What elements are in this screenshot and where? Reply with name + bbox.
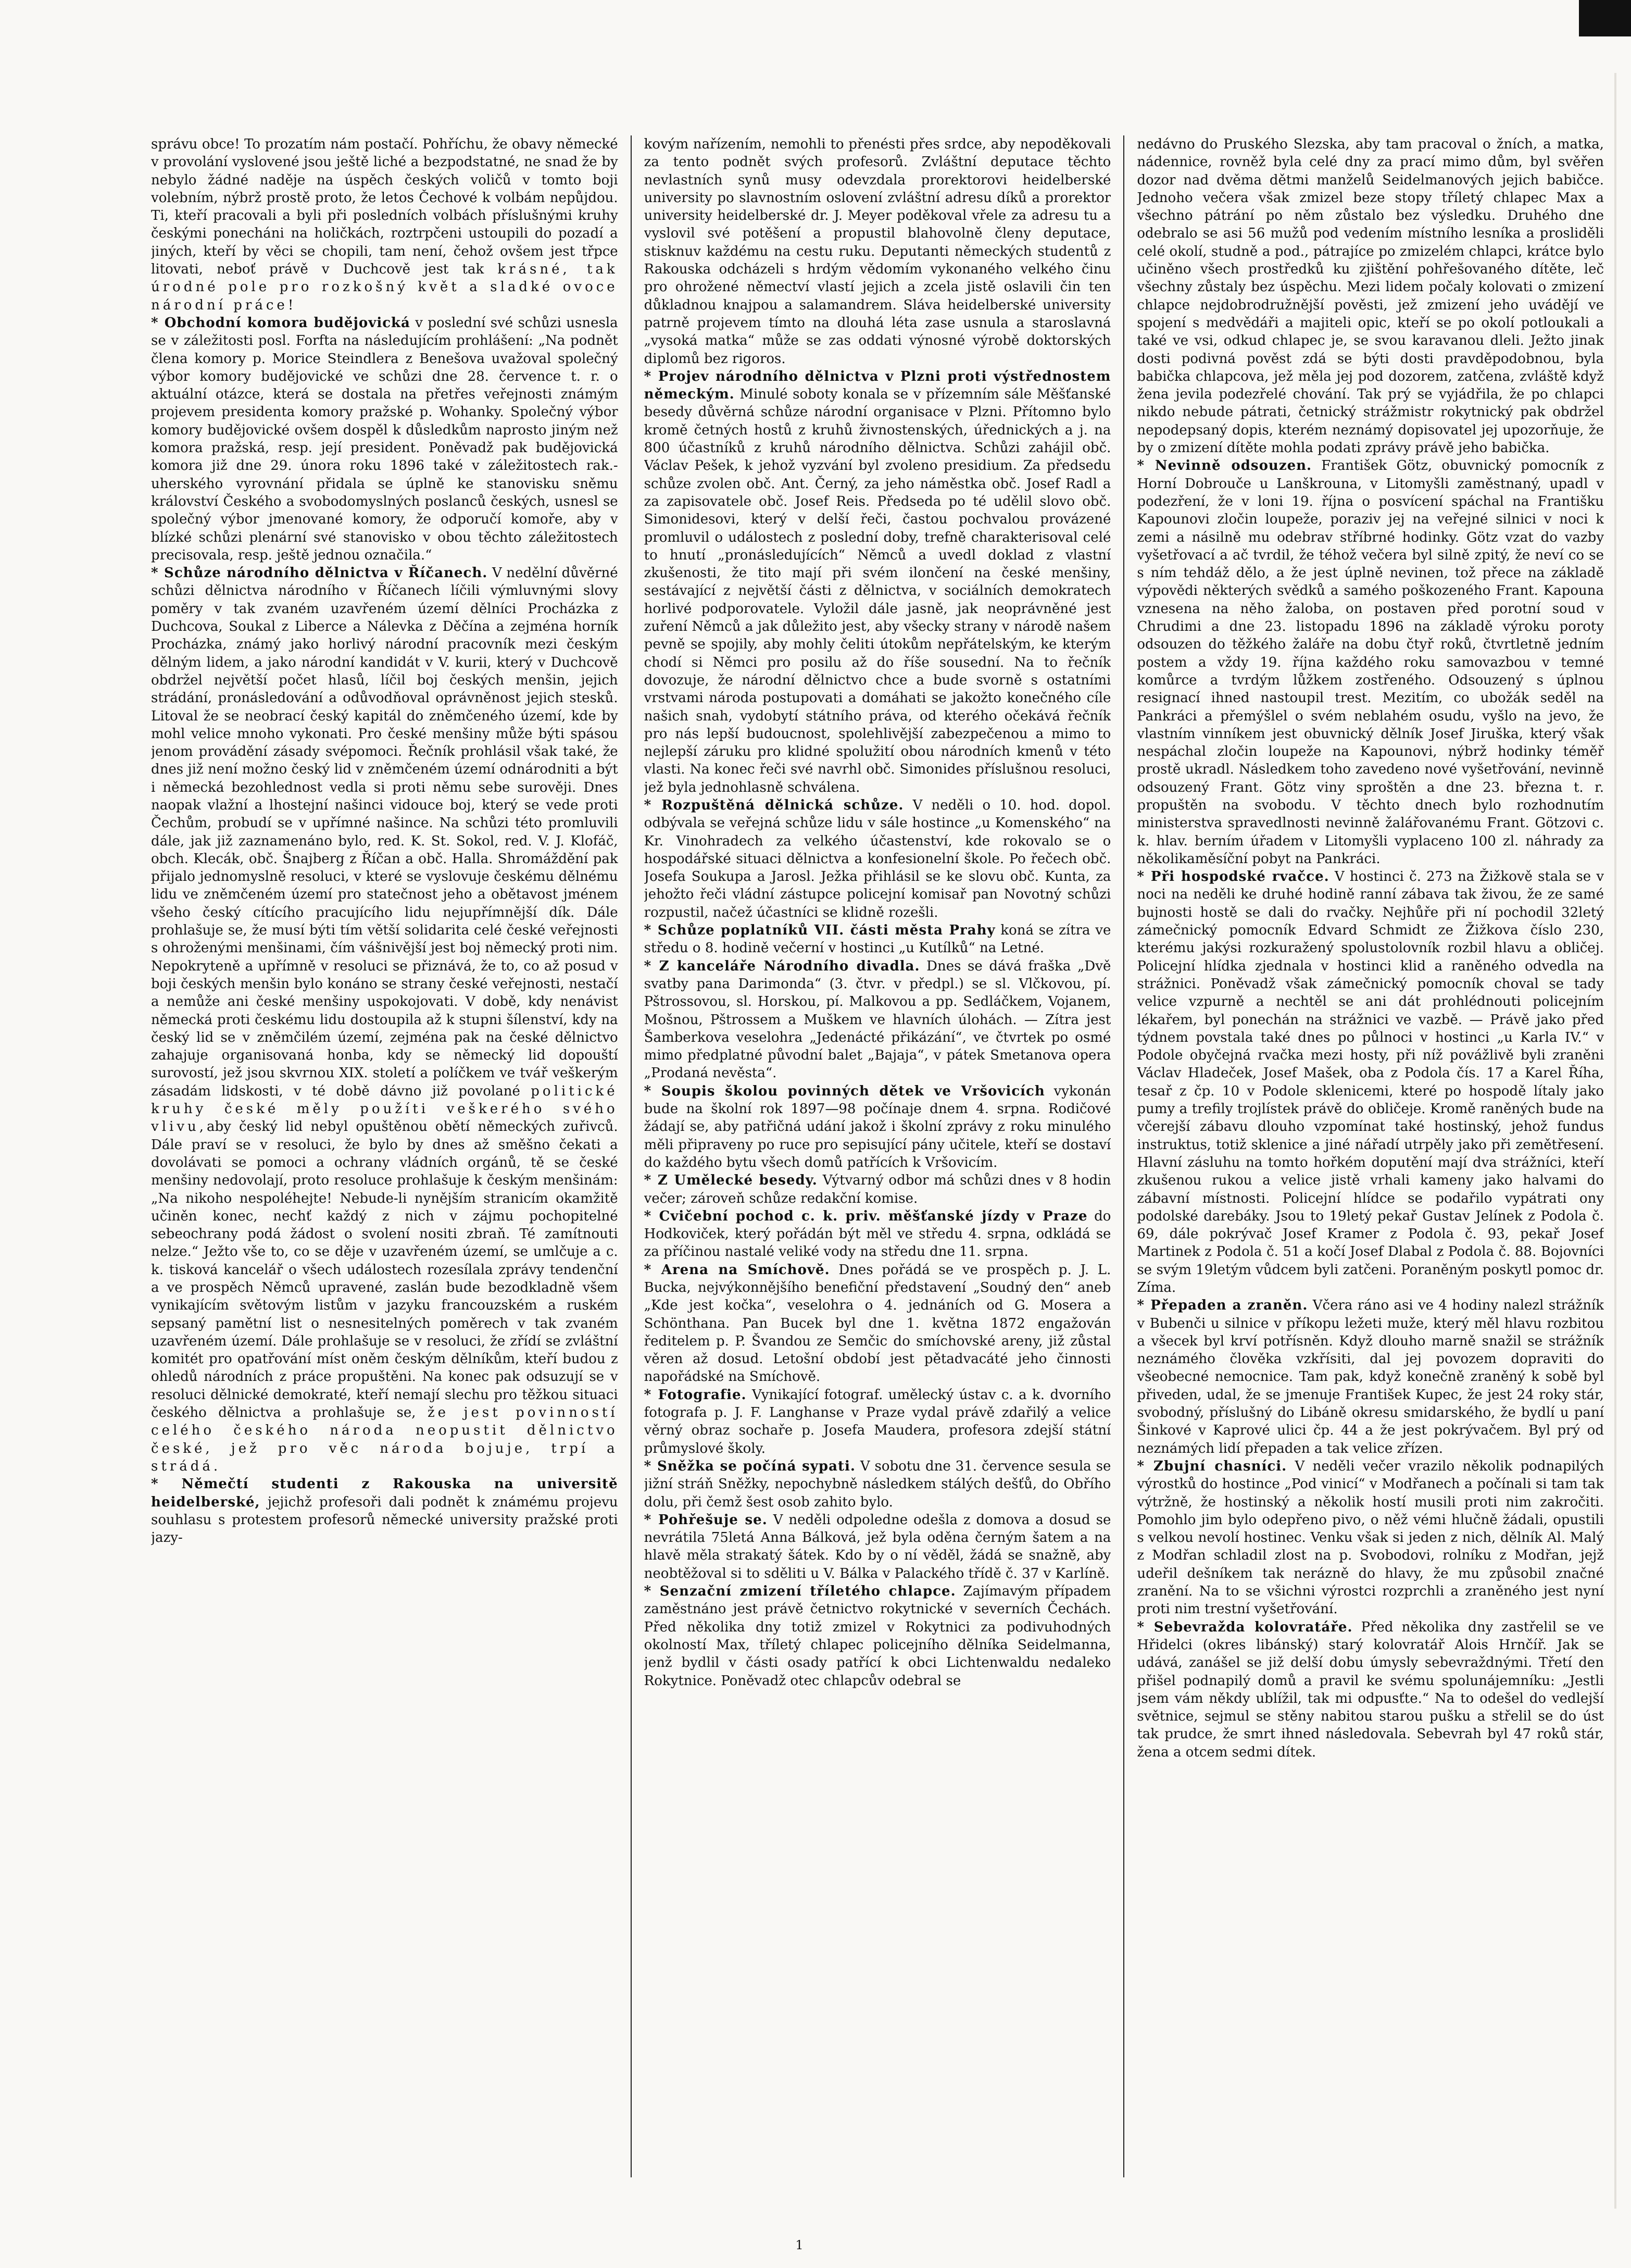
article-paragraph [644,957,1111,1082]
article-heading: * Senzační zmizení tříletého chlapce. [644,1584,956,1600]
body-text: správu obce! To prozatím nám postačí. Pohříchu, že obavy německé v provolání vyslovené jsou ještě liché a bezpodstatné, ne snad že by nebylo žádné naděje na úspěch českých voličů v tomto boji volebním, nýbrž prostě proto, že letos Čechové k volbám nepůjdou. Ti, kteří pracovali a byli při posledních volbách příslušnými kruhy českými ponecháni na holičkách, roztrpčeni ustoupili do pozadí a jiných, kteří by věci se chopili, tam není, čehož ovšem jest třpce litovati, neboť právě v Duchcově jest tak [151,136,618,278]
article-paragraph [644,1457,1111,1511]
body-text: V neděli večer vrazilo několik podnapilých výrostků do hostince „Pod vinicí“ v Modřanech a počínali si tam tak výtržně, že hostinský a několik hostí musili proti nim zakročiti. Pomohlo jim bylo odepřeno pivo, o něž vémi hlučně žádali, opustili s velkou nevolí hostinec. Venku však si jeden z nich, dělník Al. Malý z Modřan schladil zlost na p. Svobodovi, rolníku z Modřan, jejž udeřil dešníkem tak nerázně do hlavy, že mu způsobil značné zranění. Na to se všichni výrostci rozprchli a zraněného jest nyní proti nim trestní vyšetřování. [1137,1458,1604,1617]
article-paragraph [151,564,618,1475]
article-paragraph [151,314,618,564]
article-heading: * Obchodní komora budějovická [151,315,410,331]
corner-black-mark [1579,0,1631,36]
article-heading: * Pohřešuje se. [644,1512,768,1528]
article-paragraph [1137,868,1604,1297]
article-paragraph [644,921,1111,957]
article-paragraph [1137,135,1604,457]
article-heading: * Rozpuštěná dělnická schůze. [644,797,904,813]
article-paragraph [1137,1297,1604,1457]
body-text: nedávno do Pruského Slezska, aby tam pracoval o žních, a matka, nádennice, rovněž byla celé dny za prací mimo dům, byl svěřen dozor nad dvěma dětmi manželů Seidelmanových jejich babičce. Jednoho večera však zmizel beze stopy tříletý chlapec Max a všechno pátrání po něm zůstalo bez výsledku. Druhého dne odebralo se asi 56 mužů pod vedením místního lesníka a prosliděli celé okolí, studně a pod., pátrajíce po zmizelém chlapci, krátce bylo učiněno všech prostředků ku zjištění pohřešovaného dítěte, leč všechny zůstaly bez úspěchu. Mezi lidem počaly kolovati o zmizení chlapce nejdobrodružnější pověsti, jež zmizení jeho uvádějí ve spojení s medvědáři a majiteli opic, kteří se po okolí potloukali a také ve vsi, odkud chlapec je, se svou karavanou dleli. Ježto jinak dosti podivná pověst zdá se býti dosti pravděpodobnou, byla babička chlapcova, jež měla jej pod dozorem, zatčena, zvláště když žena jevila podezřelé chování. Tak prý se vyjádřila, že po chlapci nikdo nebude pátrati, četnický strážmistr rokytnický pak obdržel nepodepsaný dopis, kterém neznámý dopisovatel jej upozorňuje, že by o zmizení dítěte mohla podati zprávy právě jeho babička. [1137,136,1604,456]
body-text: koná se zítra ve středu o 8. hodině večerní v hostinci „u Kutílků“ na Letné. [644,923,1111,956]
article-paragraph [151,135,618,314]
page-number: 1 [795,2238,804,2252]
article-paragraph [644,135,1111,368]
article-paragraph [644,368,1111,796]
article-heading: * Projev národního dělnictva v Plzni proti výstřednostem německým. [644,368,1111,403]
body-text: Dnes pořádá se ve prospěch p. J. L. Bucka, nejvýkonnějšího benefiční představení „Soudný den“ aneb „Kde jest kočka“, veselohra o 4. jednáních od G. Mosera a Schönthana. Pan Bucek byl dne 1. května 1872 engažován ředitelem p. P. Švandou ze Semčic do smíchovské areny, již zůstal věren až dosud. Letošní období jest pětadvacáté jeho činnosti napořádské na Smíchově. [644,1262,1111,1385]
article-heading: * Schůze národního dělnictva v Říčanech. [151,565,488,581]
body-text: V neděli o 10. hod. dopol. odbývala se veřejná schůze lidu v sále hostince „u Komenského“ na Kr. Vinohradech za velkého účastenství, kde rokovalo se o hospodářské situaci dělnictva a konfesionelní škole. Po řečech obč. Josefa Soukupa a Jarosl. Ježka přihlásil se ke slovu obč. Kunta, za jehožto řeči vládní zástupce policejní komisař pan Novotný schůzi rozpustil, načež účastníci se klidně rozešli. [644,797,1111,920]
article-heading: * Sněžka se počíná sypati. [644,1458,856,1474]
column-rule-2 [1123,135,1124,2177]
body-text: v poslední své schůzi usnesla se v záležitosti posl. Forfta na následujícím prohlášení: „Na podnět člena komory p. Morice Steindlera z Benešova uvažoval společný výbor komory budějovické ve schůzi dne 28. července t. r. o aktuální otázce, která se dostala na přetřes veřejnosti známým projevem presidenta komory pražské p. Wohanky. Společný výbor komory budějovické ovšem dospěl k důsledkům naprosto jiným než komora pražská, resp. její president. Poněvadž pak budějovická komora již dne 29. února roku 1896 také v záležitostech rak.-uherského vyrovnání přidala se úplně ke stanovisku sněmu království Českého a svobodomyslných poslanců českých, usnesl se společný výbor jmenované komory, že odporučí komoře, aby v blízké schůzi plenární své stanovisko v obou těchto záležitostech precisovala, resp. ještě jednou označila.“ [151,315,618,563]
article-paragraph [644,796,1111,921]
article-paragraph [644,1172,1111,1207]
body-text: Vynikající fotograf. umělecký ústav c. a k. dvorního fotografa p. J. F. Langhanse v Praze vydal právě zdařilý a velice věrný obraz sochaře p. Josefa Maudera, profesora zdejší státní průmyslové školy. [644,1387,1111,1456]
spaced-emphasis-text: krásné, tak úrodné pole pro rozkošný květ a sladké ovoce národní práce! [151,261,618,313]
article-paragraph [644,1207,1111,1261]
article-paragraph [1137,457,1604,868]
three-column-text [151,135,1604,2177]
body-text: aby český lid nebyl opuštěnou obětí německých zuřivců. Dále praví se v resoluci, že bylo by dnes až směšno čekati a dovolávati se pomoci a ochrany vládních orgánů, tě se české menšiny nedovolají, proto resoluce prohlašuje k českým menšinám: „Na nikoho nespoléhejte! Nebude-li nynějším stranicím okamžitě učiněn konec, nechť každý z nich v zájmu pochopitelné sebeochrany podá žádost o svolení nositi zbraň. Té zamítnouti nelze.“ Ježto vše to, co se děje v uzavřeném území, se umlčuje a c. k. tisková kancelář o všech událostech rozesílala zprávy tendenční a ve prospěch Němců upravené, zaslán bude bezodkladně všem vynikajícím světovým listům v jazyku francouzském a ruském sepsaný pamětní list o nesnesitelných poměrech v tak zvaném uzavřeném území. Dále prohlašuje se v resoluci, že zřídí se zvláštní komitét pro opatřování míst oněm českým dělníkům, kteří budou z ohledů národních z práce propuštěni. Na konec pak odsuzují se v resoluci dělnické demokraté, kteří nemají slechu pro těžkou situaci českého dělnictva a prohlašuje se, [151,1119,618,1421]
article-heading: * Němečtí studenti z Rakouska na universitě heidelberské, [151,1476,618,1510]
column-1 [151,135,618,2177]
article-heading: * Při hospodské rvačce. [1137,869,1329,885]
article-heading: * Soupis školou povinných dětek ve Vršovicích [644,1083,1045,1099]
article-heading: * Z Umělecké besedy. [644,1173,818,1189]
article-paragraph [644,1386,1111,1457]
article-heading: * Arena na Smíchově. [644,1262,830,1278]
body-text: Minulé soboty konala se v přízemním sále Měšťanské besedy důvěrná schůze národní organisace v Plzni. Přítomno bylo kromě četných hostů z kruhů živnostenských, úřednických a j. na 800 účastníků z kruhů národního dělnictva. Schůzi zahájil obč. Václav Pešek, k jehož vyzvání byl zvoleno presidium. Za předsedu schůze zvolen obč. Ant. Černý, za jeho náměstka obč. Josef Radl a za zapisovatele obč. Josef Reis. Předseda po té udělil slovo obč. Simonidesovi, který v delší řeči, častou pochvalou provázené promluvil o událostech z poslední doby, trefně charakterisoval celé to hnutí „pronásledujících“ Němců a uvedl doklad z vlastní zkušenosti, že tito mají při svém ilončení na české menšiny, sestávající z největší části z dělnictva, v sociálních demokratech horlivé podporovatele. Vyložil dále jasně, jak neoprávněné jest zuření Němců a jak důležito jest, aby všecky strany v národě našem pevně se spojily, aby mohly čeliti útokům nepřátelským, ke kterým chodí si Němci pro posilu až do říše sousední. Na to řečník dovozuje, že národní dělnictvo chce a bude svorně s ostatními vrstvami národa postupovati a domáhati se jakožto konečného cíle našich snah, vydobytí státního práva, od kterého očekává řečník pro nás lepší budoucnost, spolehlivější zabezpečenou a mimo to nejlepší záruku pro klidné spolužití obou národních kmenů v této vlasti. Na konec řeči své navrhl obč. Simonides příslušnou resoluci, jež byla jednohlasně schválena. [644,387,1111,795]
article-paragraph [151,1475,618,1547]
body-text: V nedělní důvěrné schůzi dělnictva národního v Říčanech líčili výmluvnými slovy poměry v tak zvaném uzavřeném území dělníci Procházka z Duchcova, Soukal z Liberce a Nálevka z Děčína a zejména horník Procházka, známý jako horlivý národní pracovník mezi českým dělným lidem, a jako národní kandidát v V. kurii, který v Duchcově obdržel největší počet hlasů, líčil boj českých menšin, jejich strádání, pronásledování a odůvodňoval oprávněnost jejich stesků. Litoval že se neobrací český kapitál do zněmčeného území, kde by mohl velice mnoho vykonati. Pro české menšiny může býti spásou jenom provádění zásady svépomoci. Řečník prohlásil však také, že dnes již není možno český lid v zněmčeném území odnárodniti a být i německá bezohlednost vedla si proti němu sebe surověji. Dnes naopak vlažní a lhostejní našinci vidouce boj, který se vede proti Čechům, probudí se v upřímné našince. Na schůzi této promluvili dále, jak již zaznamenáno bylo, red. K. St. Sokol, red. V. J. Klofáč, obch. Klecák, obč. Šnajberg z Říčan a obč. Halla. Shromáždění pak přijalo jednomyslně resoluci, v které se vyslovuje českému dělnému lidu ve zněmčeném území pro statečnost jeho a obětavost jménem všeho český cítícího pracujícího lidu nejupřímnější dík. Dále prohlašuje se, že musí býti tím větší solidarita celé české veřejnosti s ohroženými menšinami, čím vášnivější jest boj německý proti nim. Nepokryteně a upřímně v resoluci se přiznává, že to, co až posud v boji českých menšin bylo konáno se strany české veřejnosti, nestačí a nemůže ani české menšiny uspokojovati. V době, kdy nenávist německá proti českému lidu dostoupila až k stupni šílenství, kdy na český lid se v zněmčilém území, zejména pak na české dělnictvo zahajuje organisovaná honba, kdy se německý lid dopouští surovostí, jež jsou skvrnou XIX. století a políčkem ve tvář veškerým zásadám lidskosti, v té době dávno již povolané [151,565,618,1099]
column-2 [644,135,1111,2177]
body-text: do Hodkoviček, který pořádán být měl ve středu 4. srpna, odkládá se za příčinou nastalé veliké vody na středu dne 11. srpna. [644,1208,1111,1260]
article-heading: * Sebevražda kolovratáře. [1137,1619,1353,1635]
body-text: Včera ráno asi ve 4 hodiny nalezl strážník v Bubenči u silnice v příkopu ležeti muže, který měl hlavu rozbitou a všecek byl krví potřísněn. Když dlouho marně snažil se strážník neznámého člověka vzkřísiti, dal jej povozem dopraviti do všeobecné nemocnice. Tam pak, když konečně zraněný k sobě byl přiveden, udal, že se jmenuje František Kupec, že jest 24 roky stár, svobodný, příslušný do Libáně okresu smidarského, že bydlí u paní Šinkové v Kaprové ulici čp. 44 a že jest pokrývačem. Byl prý od neznámých lidí přepaden a tak velice zřízen. [1137,1298,1604,1456]
article-paragraph [644,1511,1111,1582]
body-text: vykonán bude na školní rok 1897—98 počínaje dnem 4. srpna. Rodičové žádají se, aby patřičná udání jakož i školní zprávy z roku minulého měli připraveny po ruce pro sepisující pány učitele, kteří se dostaví do každého bytu všech domů patřících k Vršovicím. [644,1083,1111,1170]
article-paragraph [1137,1618,1604,1761]
body-text: kovým nařízením, nemohli to přenésti přes srdce, aby nepoděkovali za tento podnět svých profesorů. Zvláštní deputace těchto nevlastních synů musy odevzdala prorektorovi heidelberské university po slavnostním oslovení zvláštní adresu díků a prorektor university heidelberské dr. J. Meyer poděkoval vřele za adresu tu a vyslovil své potěšení a propustil blahovolně členy deputace, stisknuv každému na cestu ruku. Deputanti německých studentů z Rakouska odcházeli s hrdým vědomím vykonaného velkého činu pro ohrožené němectví vlastí jejich a zcela jistě oslavili čin ten důkladnou knajpou a salamandrem. Sláva heidelberské university patrně projevem tímto na dlouhá léta zase usnula a staroslavná „vysoká matka“ může se zas oddati výnosné výrobě doktorských diplomů bez rigoros. [644,136,1111,367]
column-rule-1 [631,135,632,2177]
body-text: František Götz, obuvnický pomocník z Horní Dobrouče u Lanškrouna, v Litomyšli zaměstnaný, upadl v podezření, že v loni 19. října o posvícení spáchal na Františku Kapounovi zločin loupeže, poraziv jej na veřejné silnici v noci k zemi a násilně mu odebrav stříbrné hodinky. Götz vzat do vazby vyšetřovací a ač tvrdil, že téhož večera byl silně zpitý, že neví co se s ním tehdáž dělo, a že jest úplně nevinen, tož přece na základě výpovědi některých svědků a samého poškozeného Frant. Kapouna vznesena na něho žaloba, on postaven před porotní soud v Chrudimi a dne 23. listopadu 1896 na základě výroku poroty odsouzen do těžkého žaláře na dobu čtyř roků, čtvrtletně jedním postem a vždy 19. října každého roku samovazbou v temné komůrce a tvrdým lůžkem zostřeného. Odsouzený s úplnou resignací ihned nastoupil trest. Mezitím, co ubožák seděl na Pankráci a přemýšlel o svém neblahém osudu, vyšlo na jevo, že vlastním vinníkem jest obuvnický dělník Josef Jiruška, který však nespáchal zločin loupeže na Kapounovi, nýbrž hodinky téměř prostě ukradl. Následkem toho zavedeno nové vyšetřování, nevinně odsouzený Frant. Götz viny sproštěn a dne 23. března t. r. propuštěn na svobodu. V těchto dnech bylo rozhodnutím ministerstva spravedlnosti nevinně žalářovanému Frant. Götzovi c. k. hlav. berním úřadem v Litomyšli vyplaceno 100 zl. náhrady za několikaměsíční pobyt na Pankráci. [1137,458,1604,867]
spaced-emphasis-text: politické kruhy české měly použíti veškerého svého vlivu, [151,1083,618,1135]
spaced-emphasis-text: že jest povinností celého českého národa neopustit dělnictvo české, jež pro věc národa bojuje, trpí a strádá. [151,1405,618,1474]
body-text: Zajímavým případem zaměstnáno jest právě četnictvo rokytnické v severních Čechách. Před několika dny totiž zmizel v Rokytnici za podivuhodných okolností Max, tříletý chlapec policejního dělníka Seidelmanna, jenž bydlil v části osady patřící k obci Lichtenwaldu nedaleko Rokytnice. Poněvadž otec chlapcův odebral se [644,1584,1111,1689]
body-text: Výtvarný odbor má schůzi dnes v 8 hodin večer; zároveň schůze redakční komise. [644,1173,1111,1206]
article-heading: * Z kanceláře Národního divadla. [644,958,920,974]
column-3 [1137,135,1604,2177]
body-text: V hostinci č. 273 na Žižkově stala se v noci na neděli ke druhé hodině ranní zábava tak živou, že ze samé bujnosti hostě se dali do rvačky. Nejhůře při ní pochodil 32letý zámečnický pomocník Edvard Schmidt ze Žižkova číslo 230, kterému jakýsi rozkuražený spolustolovník rozbil hlavu a obličej. Policejní hlídka zjednala v hostinci klid a raněného odvedla na strážnici. Poněvadž však zámečnický pomocník choval se tady velice vzpurně a nechtěl se ani dát prohlédnouti policejním lékařem, byl ponechán na strážnici ve vazbě. — Právě jako před týdnem povstala také dnes po půlnoci v hostinci „u Karla IV.“ v Podole obyčejná rvačka mezi hosty, při níž povážlivě byli zraněni Václav Hladeček, Josef Mašek, oba z Podola čís. 17 a Karel Říha, tesař z čp. 10 v Podole sklenicemi, které po hospodě lítaly jako pumy a trefily trojlístek právě do obličeje. Kromě raněných bude na včerejší zábavu dlouho vzpomínat také hostinský, jehož fundus instruktus, totiž sklenice a jiné nářadí utrpěly jako při zemětřesení. Hlavní zásluhu na tomto hořkém doputění mají dva strážníci, kteří zkušenou rukou a velice jistě vrhali kameny jako halvami do zábavní místnosti. Policejní hlídce se podařilo vypátrati ony podolské darebáky. Jsou to 19letý pekař Gustav Jelínek z Podola č. 69, dále pokrývač Josef Kramer z Podola č. 93, pekař Josef Martinek z Podola č. 51 a kočí Josef Dlabal z Podola č. 88. Bojovníci se svým 19letým vůdcem byli zatčeni. Poraněným poskytl pomoc dr. Zíma. [1137,869,1604,1295]
page-edge-shadow [1614,73,1616,2209]
article-heading: * Přepaden a zraněn. [1137,1298,1308,1314]
body-text: jejichž profesoři dali podnět k známému projevu souhlasu s protestem profesorů německé university pražské proti jazy- [151,1494,618,1546]
article-heading: * Zbujní chasníci. [1137,1458,1287,1474]
article-heading: * Fotografie. [644,1387,747,1403]
article-heading: * Cvičební pochod c. k. priv. měšťanské jízdy v Praze [644,1208,1088,1224]
article-paragraph [644,1082,1111,1172]
body-text: V sobotu dne 31. července sesula se jižní stráň Sněžky, nepochybně následkem stálých dešťů, do Obřího dolu, při čemž šest osob zahito bylo. [644,1458,1111,1510]
article-paragraph [644,1261,1111,1386]
article-heading: * Schůze poplatníků VII. části města Prahy [644,923,996,939]
body-text: Dnes se dává fraška „Dvě svatby pana Darimonda“ (3. čtvr. v předpl.) se sl. Vlčkovou, pí. Pštrossovou, sl. Horskou, pí. Malkovou a pp. Sedláčkem, Vojanem, Mošnou, Pštrossem a Muškem ve hlavních úlohách. — Zítra jest Šamberkova veselohra „Jedenácté přikázání“, ve čtvrtek po osmé mimo předplatné původní balet „Bajaja“, v pátek Smetanova opera „Prodaná nevěsta“. [644,958,1111,1081]
body-text: Před několika dny zastřelil se ve Hřidelci (okres libánský) starý kolovratář Alois Hrnčíř. Jak se udává, zanášel se již delší dobu úmysly sebevraždnými. Třetí den přišel podnapilý domů a pravil ke svému spolunájemníku: „Jestli jsem vám někdy ublížil, tak mi odpusťte.“ Na to odešel do vedlejší světnice, sejmul se stěny nabitou starou pušku a střelil se do úst tak prudce, že smrt ihned následovala. Sebevrah byl 47 roků stár, žena a otcem sedmi dítek. [1137,1619,1604,1760]
article-paragraph [1137,1457,1604,1618]
article-paragraph [644,1582,1111,1690]
body-text: V neděli odpoledne odešla z domova a dosud se nevrátila 75letá Anna Bálková, jež byla oděna černým šatem a na hlavě měla strakatý šátek. Kdo by o ní věděl, žádá se snažně, aby neobtěžoval si to sděliti u V. Bálka v Palackého třídě č. 37 v Karlíně. [644,1512,1111,1581]
article-heading: * Nevinně odsouzen. [1137,458,1312,474]
